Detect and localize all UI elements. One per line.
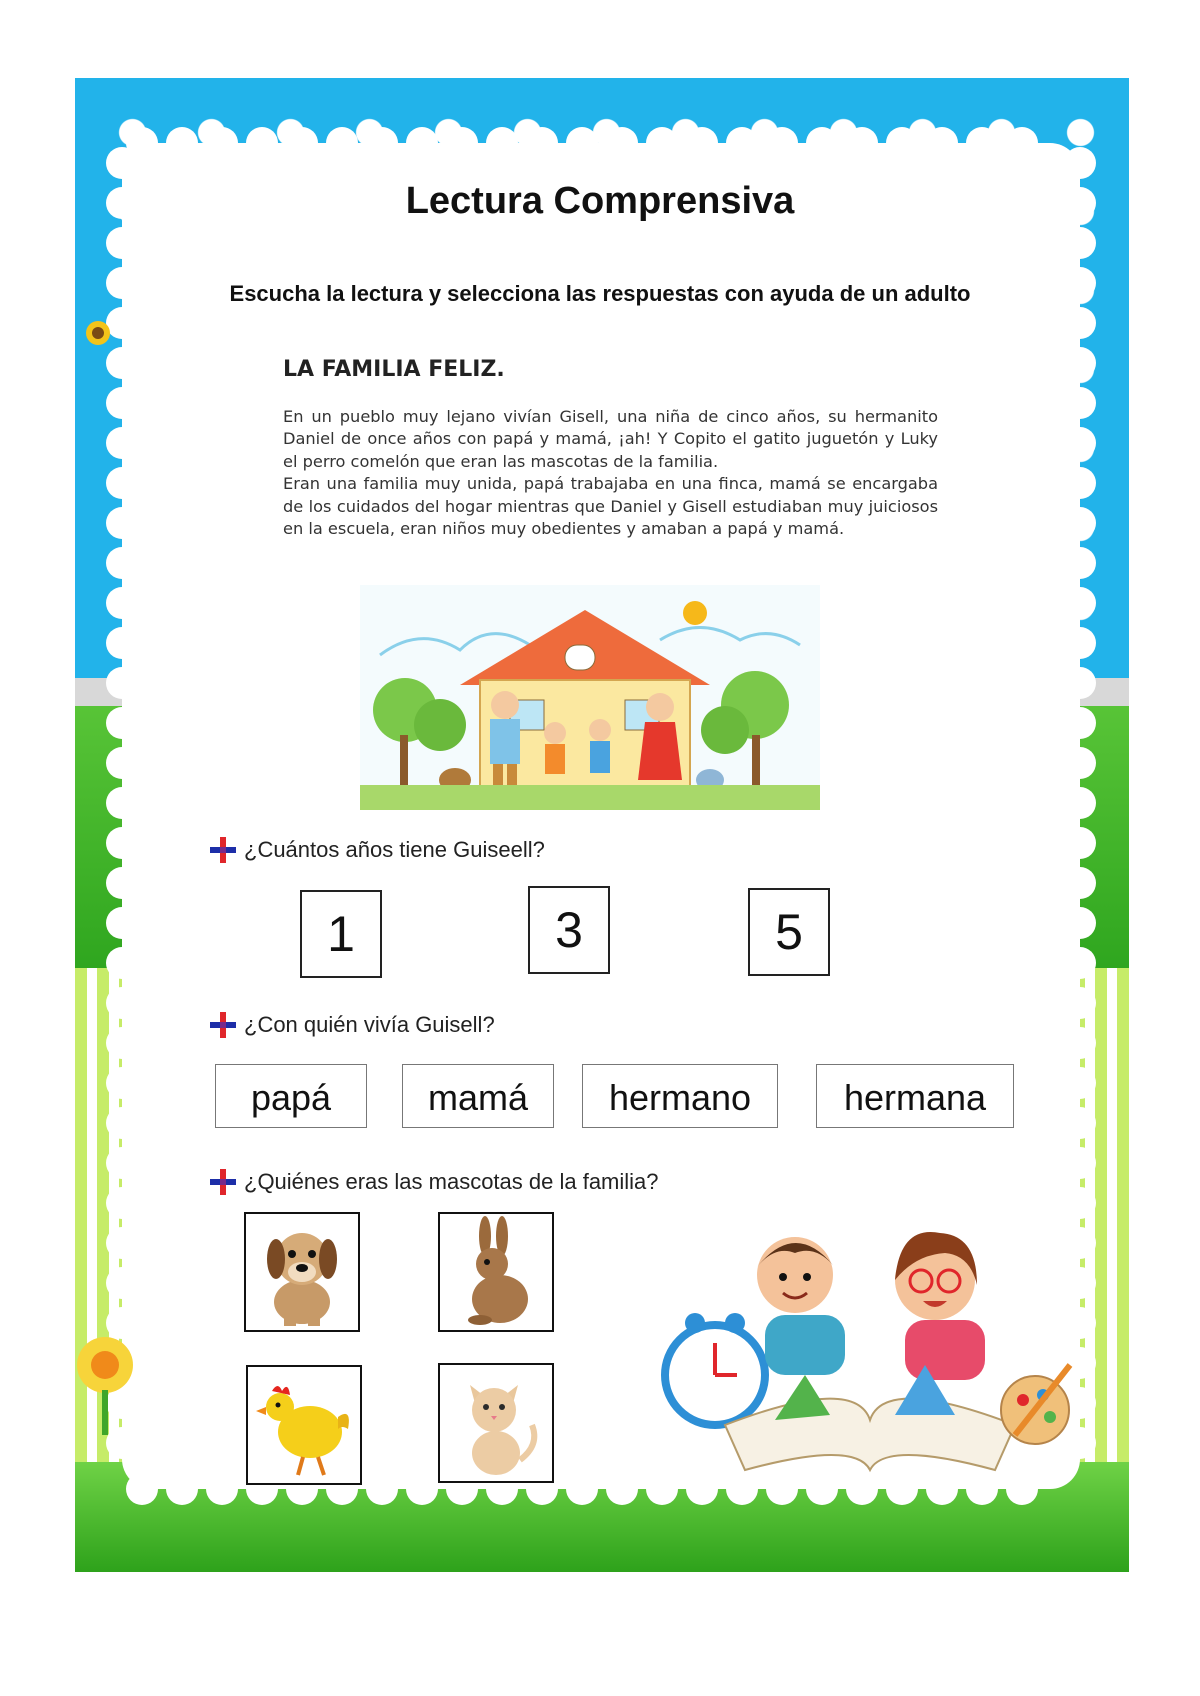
answer-option-3[interactable]: 3 [528,886,610,974]
cat-icon[interactable] [438,1363,554,1483]
dog-icon[interactable] [244,1212,360,1332]
question-2-text: ¿Con quién vivía Guisell? [244,1012,495,1037]
answer-option-hermana[interactable]: hermana [816,1064,1014,1128]
story-paragraph-1: En un pueblo muy lejano vivían Gisell, una niña de cinco años, su hermanito Daniel de once años con papá y mamá, ¡ah! Y Copito el gatito juguetón y Luky el perro comelón que eran las mascotas de la familia. [283,407,938,471]
kids-reading-illustration [655,1225,1075,1485]
story-paragraph-2: Eran una familia muy unida, papá trabajaba en una finca, mamá se encargaba de los cuidados del hogar mientras que Daniel y Gisell estudiaban muy juiciosos en la escuela, eran niños muy obedientes y amaban a papá y mamá. [283,474,938,539]
question-3-text: ¿Quiénes eras las mascotas de la familia? [244,1169,659,1194]
story-block [283,357,938,540]
story-title: LA FAMILIA FELIZ. [283,357,505,382]
rabbit-icon[interactable] [438,1212,554,1332]
bullet-cross-icon [210,1012,236,1038]
answer-option-hermano[interactable]: hermano [582,1064,778,1128]
question-3 [210,1169,659,1195]
answer-option-papa[interactable]: papá [215,1064,367,1128]
instructions: Escucha la lectura y selecciona las respuestas con ayuda de un adulto [229,281,971,306]
question-1-text: ¿Cuántos años tiene Guiseell? [244,837,545,862]
family-house-illustration [360,585,820,810]
question-1 [210,837,545,863]
hen-icon[interactable] [246,1365,362,1485]
flower-decoration-icon [70,1330,140,1440]
bullet-cross-icon [210,1169,236,1195]
page-title: Lectura Comprensiva [405,180,795,222]
sunflower-icon [83,318,113,348]
question-2 [210,1012,495,1038]
answer-option-5[interactable]: 5 [748,888,830,976]
bullet-cross-icon [210,837,236,863]
answer-option-mama[interactable]: mamá [402,1064,554,1128]
answer-option-1[interactable]: 1 [300,890,382,978]
